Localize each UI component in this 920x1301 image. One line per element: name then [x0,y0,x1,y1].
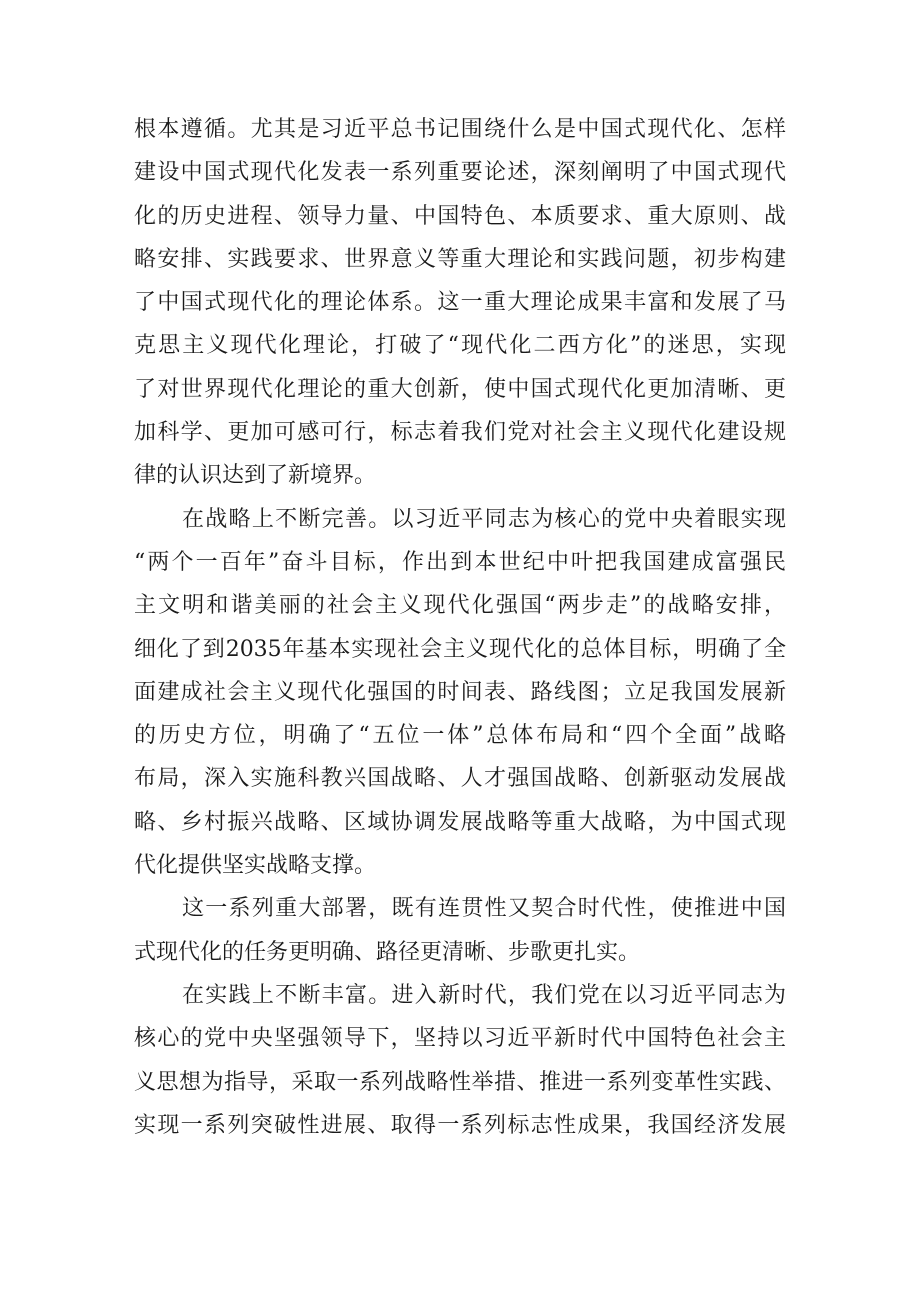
paragraph-2-line-8: 略、乡村振兴战略、区域协调发展战略等重大战略，为中国式现 [134,809,786,835]
paragraph-1-line-5: 了中国式现代化的理论体系。这一重大理论成果丰富和发展了马 [134,290,786,316]
paragraph-3-line-1: 这一系列重大部署，既有连贯性又契合时代性，使推进中国 [182,896,786,922]
paragraph-3-line-2: 式现代化的任务更明确、路径更清晰、步歌更扎实。 [134,939,641,965]
paragraph-4-line-2: 核心的党中央坚强领导下，坚持以习近平新时代中国特色社会主 [134,1026,786,1052]
paragraph-2-line-9: 代化提供坚实战略支撑。 [134,853,377,879]
paragraph-2-line-3: 主文明和谐美丽的社会主义现代化强国“两步走”的战略安排， [134,593,786,619]
paragraph-2-line-6: 的历史方位，明确了“五位一体”总体布局和“四个全面”战略 [134,723,786,749]
paragraph-2-line-7: 布局，深入实施科教兴国战略、人才强国战略、创新驱动发展战 [134,766,786,792]
paragraph-4-line-1: 在实践上不断丰富。进入新时代，我们党在以习近平同志为 [182,982,786,1008]
paragraph-1-line-9: 律的认识达到了新境界。 [134,463,377,489]
paragraph-1-line-7: 了对世界现代化理论的重大创新，使中国式现代化更加清晰、更 [134,376,786,402]
paragraph-4-line-4: 实现一系列突破性进展、取得一系列标志性成果，我国经济发展 [134,1112,786,1138]
paragraph-1-line-2: 建设中国式现代化发表一系列重要论述，深刻阐明了中国式现代 [134,160,786,186]
paragraph-1-line-4: 略安排、实践要求、世界意义等重大理论和实践问题，初步构建 [134,246,786,272]
paragraph-1-line-3: 化的历史进程、领导力量、中国特色、本质要求、重大原则、战 [134,203,786,229]
paragraph-1-line-1: 根本遵循。尤其是习近平总书记围绕什么是中国式现代化、怎样 [134,117,786,142]
paragraph-2-line-1: 在战略上不断完善。以习近平同志为核心的党中央着眼实现 [182,506,786,532]
paragraph-2-line-5: 面建成社会主义现代化强国的时间表、路线图；立足我国发展新 [134,679,786,705]
paragraph-2-line-2: “两个一百年”奋斗目标，作出到本世纪中叶把我国建成富强民 [134,549,786,575]
document-body [134,108,786,1147]
paragraph-1-line-6: 克思主义现代化理论，打破了“现代化二西方化”的迷思，实现 [134,333,786,359]
paragraph-2-line-4: 细化了到2035年基本实现社会主义现代化的总体目标，明确了全 [134,636,786,662]
paragraph-4-line-3: 义思想为指导，采取一系列战略性举措、推进一系列变革性实践、 [134,1069,786,1095]
paragraph-1-line-8: 加科学、更加可感可行，标志着我们党对社会主义现代化建设规 [134,420,786,446]
